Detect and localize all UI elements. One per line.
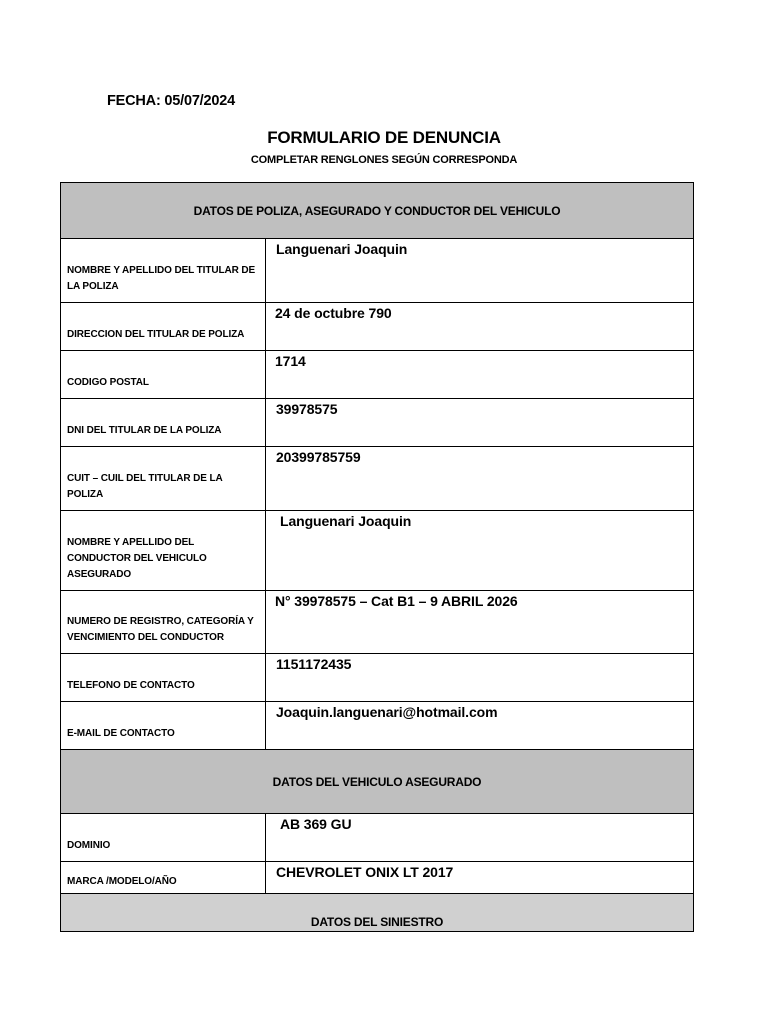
field-value-cuit[interactable]: 20399785759	[266, 447, 694, 511]
section-header-siniestro: DATOS DEL SINIESTRO	[61, 894, 694, 932]
table-row	[61, 654, 694, 702]
field-value-titular-address[interactable]: 24 de octubre 790	[266, 303, 694, 351]
field-value-postal-code[interactable]: 1714	[266, 351, 694, 399]
field-label-cuit: CUIT – CUIL DEL TITULAR DE LA POLIZA	[61, 447, 266, 511]
table-row	[61, 399, 694, 447]
table-row	[61, 303, 694, 351]
table-row	[61, 591, 694, 654]
field-label-titular-name: NOMBRE Y APELLIDO DEL TITULAR DE LA POLIZA	[61, 239, 266, 303]
field-label-titular-address: DIRECCION DEL TITULAR DE POLIZA	[61, 303, 266, 351]
field-label-license: NUMERO DE REGISTRO, CATEGORÍA Y VENCIMIENTO DEL CONDUCTOR	[61, 591, 266, 654]
field-value-license[interactable]: N° 39978575 – Cat B1 – 9 ABRIL 2026	[266, 591, 694, 654]
section-header-row	[61, 894, 694, 932]
section-header-vehiculo: DATOS DEL VEHICULO ASEGURADO	[61, 750, 694, 814]
table-row	[61, 447, 694, 511]
field-value-phone[interactable]: 1151172435	[266, 654, 694, 702]
field-value-make-model-year[interactable]: CHEVROLET ONIX LT 2017	[266, 862, 694, 894]
section-header-row	[61, 183, 694, 239]
table-row	[61, 239, 694, 303]
field-value-dominio[interactable]: AB 369 GU	[266, 814, 694, 862]
table-row	[61, 702, 694, 750]
field-label-driver-name: NOMBRE Y APELLIDO DEL CONDUCTOR DEL VEHICULO ASEGURADO	[61, 511, 266, 591]
date-label: FECHA: 05/07/2024	[107, 93, 235, 109]
field-value-driver-name[interactable]: Languenari Joaquin	[266, 511, 694, 591]
field-label-dni: DNI DEL TITULAR DE LA POLIZA	[61, 399, 266, 447]
section-header-row	[61, 750, 694, 814]
claim-form-table	[60, 182, 694, 932]
table-row	[61, 862, 694, 894]
table-row	[61, 351, 694, 399]
field-value-email[interactable]: Joaquin.languenari@hotmail.com	[266, 702, 694, 750]
table-row	[61, 511, 694, 591]
form-subtitle: COMPLETAR RENGLONES SEGÚN CORRESPONDA	[250, 154, 518, 166]
field-value-dni[interactable]: 39978575	[266, 399, 694, 447]
form-title: FORMULARIO DE DENUNCIA	[267, 128, 501, 147]
field-label-phone: TELEFONO DE CONTACTO	[61, 654, 266, 702]
field-label-email: E-MAIL DE CONTACTO	[61, 702, 266, 750]
field-value-titular-name[interactable]: Languenari Joaquin	[266, 239, 694, 303]
field-label-make-model-year: MARCA /MODELO/AÑO	[61, 862, 266, 894]
section-header-poliza: DATOS DE POLIZA, ASEGURADO Y CONDUCTOR DEL VEHICULO	[61, 183, 694, 239]
table-row	[61, 814, 694, 862]
field-label-postal-code: CODIGO POSTAL	[61, 351, 266, 399]
field-label-dominio: DOMINIO	[61, 814, 266, 862]
